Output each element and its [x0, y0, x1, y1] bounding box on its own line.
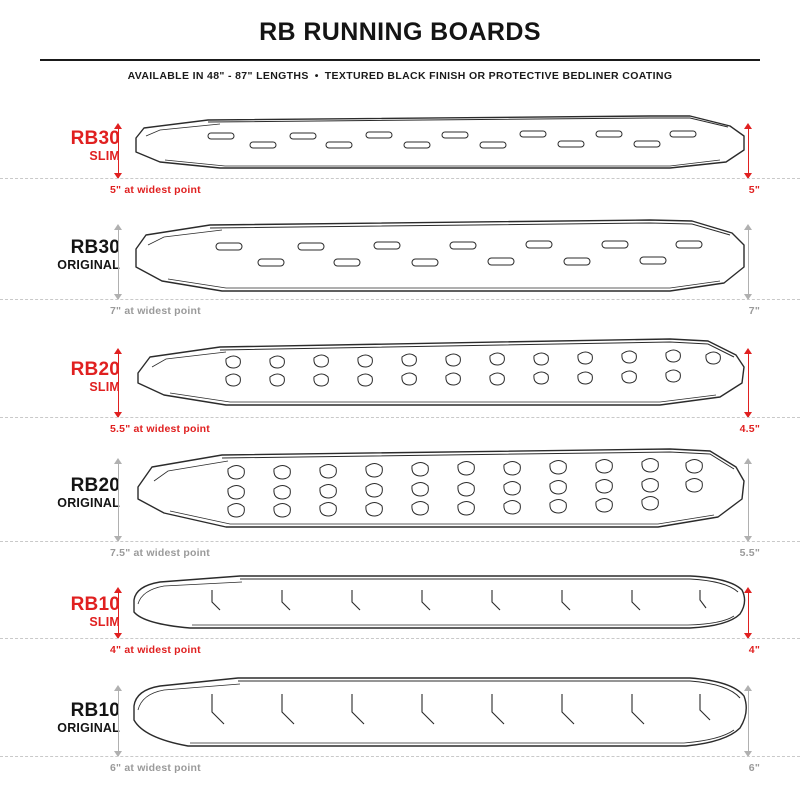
- subtitle-lengths: AVAILABLE IN 48" - 87" LENGTHS: [127, 70, 309, 82]
- board-row: [0, 443, 800, 559]
- board-illustration-rb20-original: [130, 443, 750, 543]
- arrow-up-icon: [114, 685, 122, 691]
- height-dimension-label: 6": [748, 762, 760, 774]
- board-row: [0, 110, 800, 214]
- height-dimension-label: 4.5": [739, 423, 760, 435]
- subtitle-separator: •: [314, 70, 319, 82]
- model-name: RB30: [70, 237, 120, 258]
- header: [40, 18, 760, 82]
- board-row: [0, 568, 800, 672]
- board-illustration-rb20-slim: [130, 333, 750, 423]
- variant-name: ORIGINAL: [57, 496, 120, 510]
- row-label: [20, 594, 120, 630]
- width-dimension-label: 7.5" at widest point: [110, 547, 210, 559]
- height-dimension-line: [118, 229, 119, 299]
- width-dimension-label: 5.5" at widest point: [110, 423, 210, 435]
- arrow-up-icon: [114, 458, 122, 464]
- height-dimension-label: 4": [748, 644, 760, 656]
- height-dimension-label: 5": [748, 184, 760, 196]
- board-row: [0, 672, 800, 776]
- height-dimension-label: 7": [748, 305, 760, 317]
- row-label: [20, 700, 120, 736]
- variant-name: SLIM: [89, 149, 120, 163]
- page-title: RB RUNNING BOARDS: [259, 18, 541, 46]
- arrow-up-icon: [114, 587, 122, 593]
- row-label: [20, 237, 120, 273]
- variant-name: SLIM: [89, 380, 120, 394]
- height-dimension-line: [118, 592, 119, 638]
- row-label: [20, 128, 120, 164]
- width-dimension-label: 5" at widest point: [110, 184, 201, 196]
- height-dimension-line: [118, 463, 119, 541]
- model-name: RB30: [70, 128, 120, 149]
- board-illustration-rb30-original: [130, 215, 750, 305]
- board-illustration-rb10-slim: [130, 568, 750, 644]
- arrow-up-icon: [114, 348, 122, 354]
- row-label: [20, 359, 120, 395]
- height-dimension-line: [118, 690, 119, 756]
- board-row: [0, 333, 800, 437]
- model-name: RB10: [70, 594, 120, 615]
- row-label: [20, 475, 120, 511]
- variant-name: SLIM: [89, 615, 120, 629]
- board-illustration-rb10-original: [130, 672, 750, 762]
- subtitle-finish: TEXTURED BLACK FINISH OR PROTECTIVE BEDLINER COATING: [324, 70, 673, 82]
- arrow-up-icon: [114, 123, 122, 129]
- model-name: RB20: [70, 475, 120, 496]
- board-illustration-rb30-slim: [130, 110, 750, 180]
- model-name: RB20: [70, 359, 120, 380]
- variant-name: ORIGINAL: [57, 258, 120, 272]
- height-dimension-label: 5.5": [739, 547, 760, 559]
- board-row: [0, 215, 800, 319]
- height-dimension-line: [118, 353, 119, 417]
- header-subtitle: [40, 61, 760, 82]
- variant-name: ORIGINAL: [57, 721, 120, 735]
- width-dimension-label: 4" at widest point: [110, 644, 201, 656]
- arrow-up-icon: [114, 224, 122, 230]
- width-dimension-label: 6" at widest point: [110, 762, 201, 774]
- model-name: RB10: [70, 700, 120, 721]
- width-dimension-label: 7" at widest point: [110, 305, 201, 317]
- height-dimension-line: [118, 128, 119, 178]
